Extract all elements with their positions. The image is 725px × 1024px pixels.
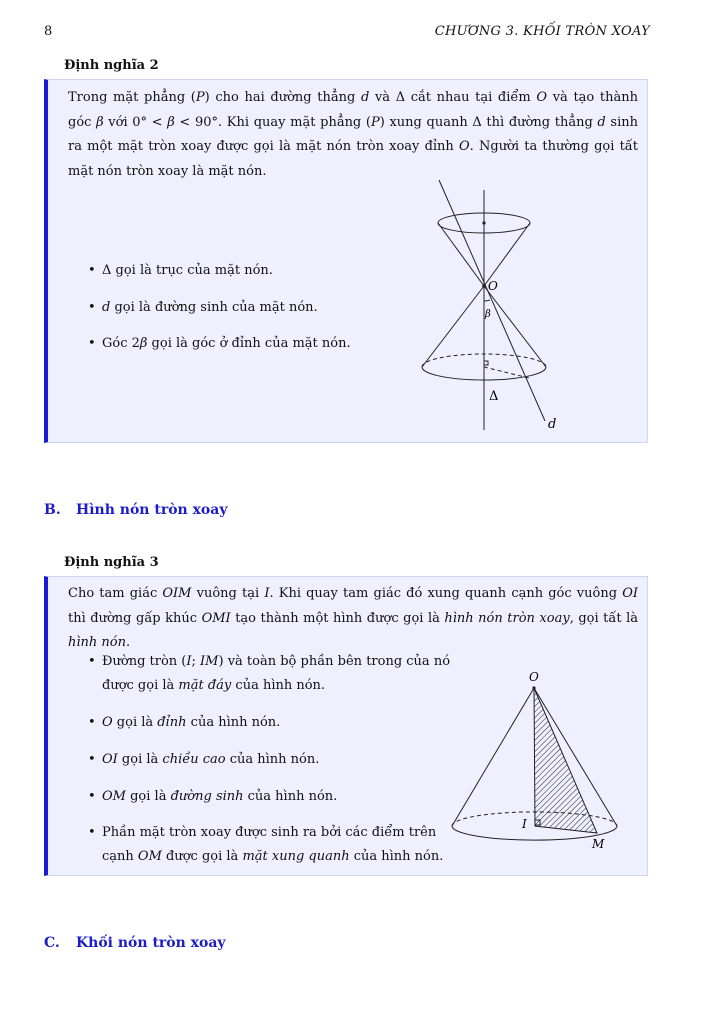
section-c-heading bbox=[44, 935, 226, 951]
center-label: I bbox=[522, 817, 527, 831]
apex-dot bbox=[482, 284, 486, 288]
section-c-number: C. bbox=[44, 935, 60, 951]
definition-2-title: Định nghĩa 2 bbox=[64, 58, 159, 73]
definition-2-paragraph: Trong mặt phẳng (P) cho hai đường thẳng d và Δ cắt nhau tại điểm O và tạo thành góc β với 0° < β < 90°. Khi quay mặt phẳng (P) xung quanh Δ thì đường thẳng d sinh ra một mặt tròn xoay được gọi là mặt nón tròn xoay đỉnh O. Người ta thường gọi tất mặt nón tròn xoay là mặt nón. bbox=[68, 90, 638, 179]
angle-label: β bbox=[485, 309, 491, 320]
generator-left bbox=[452, 688, 534, 826]
definition-3-paragraph: Cho tam giác OIM vuông tại I. Khi quay tam giác đó xung quanh cạnh góc vuông OI thì đường gấp khúc OMI tạo thành một hình được gọi là hình nón tròn xoay, gọi tất là hình nón. bbox=[68, 586, 639, 650]
list-item: • OI gọi là chiều cao của hình nón. bbox=[88, 748, 319, 772]
list-item: • Góc 2β gọi là góc ở đỉnh của mặt nón. bbox=[88, 332, 351, 356]
generator-label: d bbox=[548, 417, 557, 432]
point-label: M bbox=[592, 837, 605, 851]
list-item: • Phần mặt tròn xoay được sinh ra bởi các điểm trên cạnh OM được gọi là mặt xung quanh của hình nón. bbox=[88, 821, 452, 869]
apex-dot bbox=[532, 686, 535, 689]
axis-label: Δ bbox=[489, 389, 499, 404]
section-b-heading bbox=[44, 502, 227, 518]
list-item: • d gọi là đường sinh của mặt nón. bbox=[88, 296, 318, 320]
apex-label: O bbox=[488, 279, 498, 293]
definition-3-box bbox=[44, 576, 648, 876]
lower-cone-right bbox=[484, 286, 546, 367]
list-item: • OM gọi là đường sinh của hình nón. bbox=[88, 785, 337, 809]
double-cone-figure bbox=[408, 175, 568, 435]
upper-center-dot bbox=[482, 221, 485, 224]
definition-2-box bbox=[44, 79, 648, 443]
page-number: 8 bbox=[44, 24, 53, 39]
triangle-OIM bbox=[534, 688, 597, 833]
lower-cone-left bbox=[422, 286, 484, 367]
section-b-number: B. bbox=[44, 502, 61, 518]
angle-beta-arc bbox=[484, 300, 490, 301]
chapter-title: CHƯƠNG 3. KHỐI TRÒN XOAY bbox=[434, 24, 650, 39]
right-angle-mark bbox=[484, 361, 488, 365]
generator-d bbox=[439, 180, 545, 421]
list-item: • Đường tròn (I; IM) và toàn bộ phần bên trong của nó được gọi là mặt đáy của hình nón. bbox=[88, 650, 452, 698]
list-item: • O gọi là đỉnh của hình nón. bbox=[88, 711, 280, 735]
section-b-title: Hình nón tròn xoay bbox=[76, 502, 228, 518]
apex-label: O bbox=[529, 670, 539, 684]
section-c-title: Khối nón tròn xoay bbox=[76, 935, 226, 951]
cone-figure bbox=[443, 662, 628, 857]
definition-3-title: Định nghĩa 3 bbox=[64, 555, 159, 570]
list-item: • Δ gọi là trục của mặt nón. bbox=[88, 259, 273, 283]
